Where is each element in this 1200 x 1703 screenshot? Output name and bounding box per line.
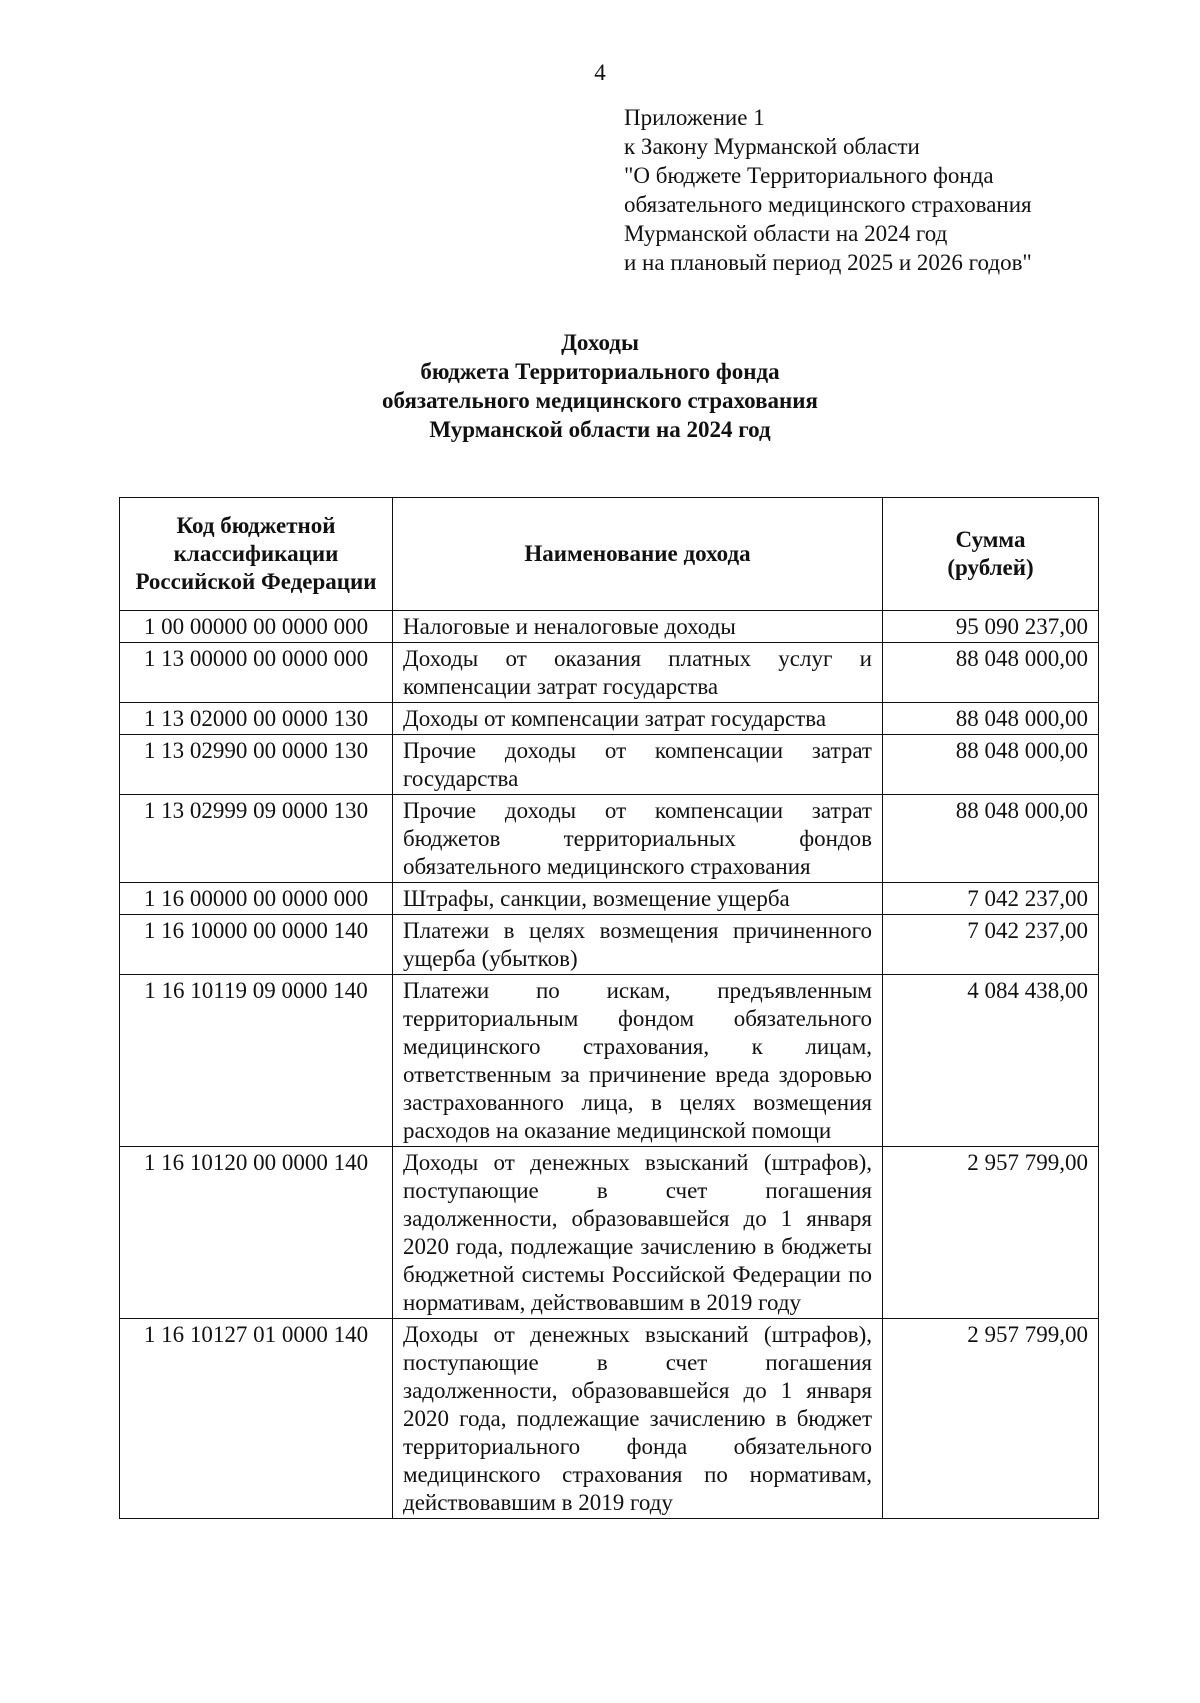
header-sum: Сумма (рублей) <box>883 498 1099 611</box>
document-title <box>0 328 1200 444</box>
annex-line: и на плановый период 2025 и 2026 годов" <box>624 250 1032 275</box>
title-line: бюджета Территориального фонда <box>420 359 780 384</box>
annex-line: "О бюджете Территориального фонда <box>624 163 994 188</box>
row-name: Платежи в целях возмещения причиненного ущерба (убытков) <box>393 915 883 975</box>
row-name: Прочие доходы от компенсации затрат государства <box>393 735 883 795</box>
row-code: 1 13 02000 00 0000 130 <box>120 703 393 735</box>
title-line: Доходы <box>561 330 639 355</box>
annex-line: обязательного медицинского страхования <box>624 192 1032 217</box>
annex-block <box>624 103 1032 277</box>
row-sum: 88 048 000,00 <box>883 643 1099 703</box>
row-name: Платежи по искам, предъявленным территориальным фондом обязательного медицинского страхования, к лицам, ответственным за причинение вреда здоровью застрахованного лица, в целях возмещения расходов на оказание медицинской помощи <box>393 975 883 1147</box>
table-row <box>120 1319 1099 1519</box>
row-sum: 88 048 000,00 <box>883 735 1099 795</box>
annex-line: Приложение 1 <box>624 105 765 130</box>
header-code: Код бюджетной классификации Российской Федерации <box>120 498 393 611</box>
row-name: Прочие доходы от компенсации затрат бюджетов территориальных фондов обязательного медицинского страхования <box>393 795 883 883</box>
row-sum: 88 048 000,00 <box>883 795 1099 883</box>
row-code: 1 13 00000 00 0000 000 <box>120 643 393 703</box>
row-code: 1 16 10127 01 0000 140 <box>120 1319 393 1519</box>
table-row <box>120 735 1099 795</box>
table-row <box>120 1147 1099 1319</box>
title-line: обязательного медицинского страхования <box>382 388 818 413</box>
row-code: 1 00 00000 00 0000 000 <box>120 611 393 643</box>
row-name: Доходы от компенсации затрат государства <box>393 703 883 735</box>
row-sum: 2 957 799,00 <box>883 1319 1099 1519</box>
table-row <box>120 611 1099 643</box>
income-table <box>119 497 1099 1519</box>
row-name: Доходы от оказания платных услуг и компенсации затрат государства <box>393 643 883 703</box>
row-sum: 4 084 438,00 <box>883 975 1099 1147</box>
row-sum: 7 042 237,00 <box>883 883 1099 915</box>
row-sum: 95 090 237,00 <box>883 611 1099 643</box>
row-name: Доходы от денежных взысканий (штрафов), поступающие в счет погашения задолженности, образовавшейся до 1 января 2020 года, подлежащие зачислению в бюджет территориального фонда обязательного медицинского страхования по нормативам, действовавшим в 2019 году <box>393 1319 883 1519</box>
page-number: 4 <box>594 60 606 85</box>
table-row <box>120 643 1099 703</box>
annex-line: к Закону Мурманской области <box>624 134 920 159</box>
table-row <box>120 975 1099 1147</box>
row-sum: 88 048 000,00 <box>883 703 1099 735</box>
table-row <box>120 883 1099 915</box>
table-row <box>120 795 1099 883</box>
title-line: Мурманской области на 2024 год <box>429 417 771 442</box>
header-name: Наименование дохода <box>393 498 883 611</box>
row-code: 1 16 10120 00 0000 140 <box>120 1147 393 1319</box>
row-sum: 7 042 237,00 <box>883 915 1099 975</box>
row-code: 1 16 10119 09 0000 140 <box>120 975 393 1147</box>
row-sum: 2 957 799,00 <box>883 1147 1099 1319</box>
annex-line: Мурманской области на 2024 год <box>624 221 948 246</box>
table-header-row <box>120 498 1099 611</box>
row-name: Налоговые и неналоговые доходы <box>393 611 883 643</box>
row-code: 1 13 02999 09 0000 130 <box>120 795 393 883</box>
table-row <box>120 915 1099 975</box>
row-code: 1 16 00000 00 0000 000 <box>120 883 393 915</box>
row-code: 1 16 10000 00 0000 140 <box>120 915 393 975</box>
row-code: 1 13 02990 00 0000 130 <box>120 735 393 795</box>
row-name: Штрафы, санкции, возмещение ущерба <box>393 883 883 915</box>
row-name: Доходы от денежных взысканий (штрафов), поступающие в счет погашения задолженности, образовавшейся до 1 января 2020 года, подлежащие зачислению в бюджеты бюджетной системы Российской Федерации по нормативам, действовавшим в 2019 году <box>393 1147 883 1319</box>
table-row <box>120 703 1099 735</box>
